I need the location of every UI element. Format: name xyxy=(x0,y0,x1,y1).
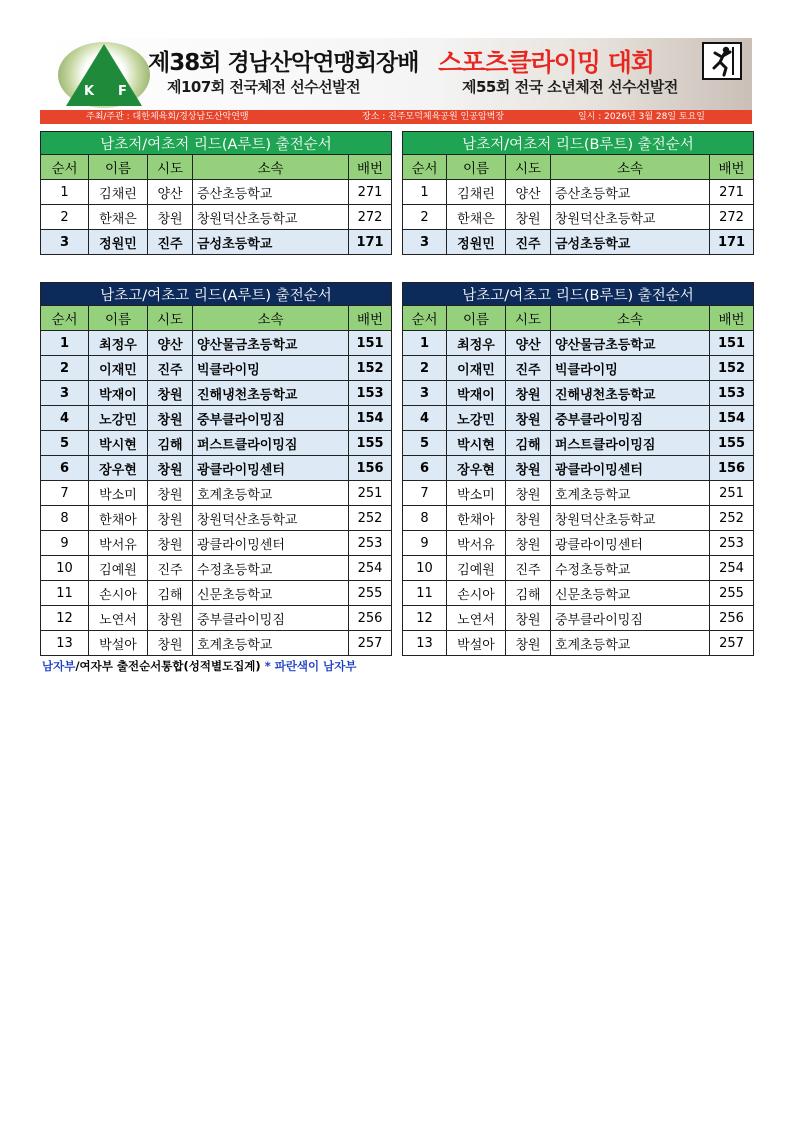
col-order: 순서 xyxy=(403,306,447,331)
cell-club: 호계초등학교 xyxy=(193,481,349,506)
cell-club: 창원덕산초등학교 xyxy=(193,506,349,531)
cell-region: 창원 xyxy=(148,381,193,406)
cell-bib: 151 xyxy=(349,331,392,356)
cell-order: 11 xyxy=(403,581,447,606)
cell-name: 김예원 xyxy=(447,556,506,581)
banner-title-event: 스포츠클라이밍 대회 xyxy=(438,48,655,77)
cell-name: 한채은 xyxy=(447,205,506,230)
cell-name: 한채아 xyxy=(89,506,148,531)
cell-region: 창원 xyxy=(506,481,551,506)
table-row xyxy=(41,230,392,255)
cell-name: 정원민 xyxy=(447,230,506,255)
col-club: 소속 xyxy=(193,155,349,180)
table-row xyxy=(403,431,754,456)
cell-club: 호계초등학교 xyxy=(551,481,710,506)
table-row xyxy=(41,531,392,556)
cell-order: 3 xyxy=(403,381,447,406)
cell-region: 창원 xyxy=(148,406,193,431)
col-name: 이름 xyxy=(89,306,148,331)
cell-name: 노연서 xyxy=(447,606,506,631)
cell-name: 박재이 xyxy=(447,381,506,406)
cell-region: 진주 xyxy=(148,356,193,381)
table-row xyxy=(403,456,754,481)
cell-region: 창원 xyxy=(506,406,551,431)
upper-b-table xyxy=(402,282,754,656)
cell-bib: 257 xyxy=(710,631,754,656)
cell-club: 창원덕산초등학교 xyxy=(551,506,710,531)
banner-subtitle-right: 제55회 전국 소년체전 선수선발전 xyxy=(462,78,678,96)
cell-order: 2 xyxy=(403,356,447,381)
cell-club: 중부클라이밍짐 xyxy=(551,606,710,631)
cell-club: 중부클라이밍짐 xyxy=(193,606,349,631)
cell-region: 김해 xyxy=(148,431,193,456)
cell-name: 박소미 xyxy=(89,481,148,506)
cell-region: 창원 xyxy=(148,481,193,506)
cell-bib: 154 xyxy=(349,406,392,431)
cell-region: 진주 xyxy=(506,556,551,581)
logo-letter-f: F xyxy=(118,84,127,99)
cell-club: 호계초등학교 xyxy=(551,631,710,656)
host-info: 주최/주관 : 대한체육회/경상남도산악연맹 xyxy=(86,112,249,122)
cell-bib: 251 xyxy=(710,481,754,506)
table-row xyxy=(403,381,754,406)
cell-bib: 255 xyxy=(710,581,754,606)
table-row xyxy=(403,531,754,556)
table-row xyxy=(41,556,392,581)
table-row xyxy=(41,606,392,631)
col-region: 시도 xyxy=(148,155,193,180)
cell-club: 퍼스트클라이밍짐 xyxy=(193,431,349,456)
cell-order: 13 xyxy=(41,631,89,656)
col-club: 소속 xyxy=(193,306,349,331)
cell-order: 2 xyxy=(41,205,89,230)
table-row xyxy=(41,381,392,406)
cell-bib: 252 xyxy=(710,506,754,531)
cell-club: 진해냉천초등학교 xyxy=(193,381,349,406)
cell-club: 광클라이밍센터 xyxy=(551,456,710,481)
cell-club: 빅클라이밍 xyxy=(551,356,710,381)
date-info: 일시 : 2026년 3월 28일 토요일 xyxy=(578,112,705,122)
banner-subtitle-left: 제107회 전국체전 선수선발전 xyxy=(167,78,361,96)
cell-bib: 271 xyxy=(710,180,754,205)
cell-name: 노강민 xyxy=(447,406,506,431)
cell-region: 양산 xyxy=(506,180,551,205)
cell-name: 최정우 xyxy=(89,331,148,356)
lower-a-table xyxy=(40,131,392,255)
cell-region: 창원 xyxy=(506,381,551,406)
table-row xyxy=(41,481,392,506)
cell-name: 박설아 xyxy=(89,631,148,656)
cell-name: 박재이 xyxy=(89,381,148,406)
col-bib: 배번 xyxy=(710,155,754,180)
banner-title-main: 제38회 경남산악연맹회장배 xyxy=(148,50,419,76)
cell-bib: 255 xyxy=(349,581,392,606)
cell-region: 창원 xyxy=(506,631,551,656)
cell-name: 이재민 xyxy=(447,356,506,381)
table-row xyxy=(403,406,754,431)
table-row xyxy=(403,205,754,230)
cell-name: 김채린 xyxy=(89,180,148,205)
cell-name: 박소미 xyxy=(447,481,506,506)
cell-club: 신문초등학교 xyxy=(193,581,349,606)
cell-bib: 256 xyxy=(349,606,392,631)
cell-order: 12 xyxy=(403,606,447,631)
cell-name: 박시현 xyxy=(447,431,506,456)
cell-club: 금성초등학교 xyxy=(193,230,349,255)
table-row xyxy=(403,356,754,381)
federation-logo xyxy=(58,42,150,108)
footnote xyxy=(42,658,356,674)
cell-order: 2 xyxy=(403,205,447,230)
cell-region: 창원 xyxy=(148,205,193,230)
cell-order: 4 xyxy=(403,406,447,431)
cell-order: 1 xyxy=(41,180,89,205)
cell-order: 2 xyxy=(41,356,89,381)
venue-info: 장소 : 진주모덕체육공원 인공암벽장 xyxy=(362,112,505,122)
cell-order: 7 xyxy=(403,481,447,506)
cell-bib: 155 xyxy=(710,431,754,456)
climber-icon xyxy=(702,42,742,80)
cell-name: 장우현 xyxy=(89,456,148,481)
cell-name: 한채은 xyxy=(89,205,148,230)
event-banner xyxy=(40,38,752,124)
cell-club: 양산물금초등학교 xyxy=(193,331,349,356)
cell-bib: 153 xyxy=(710,381,754,406)
cell-club: 금성초등학교 xyxy=(551,230,710,255)
cell-bib: 271 xyxy=(349,180,392,205)
table-row xyxy=(403,606,754,631)
col-order: 순서 xyxy=(403,155,447,180)
cell-name: 박서유 xyxy=(447,531,506,556)
cell-order: 1 xyxy=(403,331,447,356)
footnote-merged: /여자부 출전순서통합(성적별도집계) xyxy=(75,659,261,673)
cell-name: 장우현 xyxy=(447,456,506,481)
table-title: 남초저/여초저 리드(A루트) 출전순서 xyxy=(41,132,392,155)
cell-name: 손시아 xyxy=(447,581,506,606)
cell-name: 정원민 xyxy=(89,230,148,255)
cell-bib: 171 xyxy=(710,230,754,255)
cell-region: 양산 xyxy=(148,331,193,356)
cell-order: 9 xyxy=(41,531,89,556)
cell-name: 최정우 xyxy=(447,331,506,356)
cell-club: 수정초등학교 xyxy=(551,556,710,581)
cell-club: 창원덕산초등학교 xyxy=(551,205,710,230)
cell-order: 1 xyxy=(41,331,89,356)
cell-order: 11 xyxy=(41,581,89,606)
table-row xyxy=(403,556,754,581)
table-row xyxy=(41,581,392,606)
cell-club: 신문초등학교 xyxy=(551,581,710,606)
col-region: 시도 xyxy=(148,306,193,331)
col-region: 시도 xyxy=(506,306,551,331)
cell-bib: 156 xyxy=(710,456,754,481)
table-row xyxy=(41,631,392,656)
lower-b-table xyxy=(402,131,754,255)
cell-region: 진주 xyxy=(148,230,193,255)
cell-region: 창원 xyxy=(506,205,551,230)
table-title: 남초고/여초고 리드(A루트) 출전순서 xyxy=(41,283,392,306)
col-bib: 배번 xyxy=(710,306,754,331)
upper-a-table xyxy=(40,282,392,656)
cell-region: 양산 xyxy=(148,180,193,205)
footnote-legend: * 파란색이 남자부 xyxy=(260,659,357,673)
col-bib: 배번 xyxy=(349,306,392,331)
cell-order: 5 xyxy=(41,431,89,456)
cell-region: 창원 xyxy=(148,531,193,556)
cell-order: 7 xyxy=(41,481,89,506)
cell-club: 광클라이밍센터 xyxy=(193,531,349,556)
cell-bib: 253 xyxy=(349,531,392,556)
cell-bib: 254 xyxy=(349,556,392,581)
table-row xyxy=(41,205,392,230)
cell-name: 이재민 xyxy=(89,356,148,381)
cell-order: 3 xyxy=(403,230,447,255)
cell-region: 진주 xyxy=(506,230,551,255)
col-order: 순서 xyxy=(41,306,89,331)
cell-order: 10 xyxy=(403,556,447,581)
cell-name: 노연서 xyxy=(89,606,148,631)
table-row xyxy=(41,406,392,431)
col-name: 이름 xyxy=(447,306,506,331)
col-name: 이름 xyxy=(447,155,506,180)
col-bib: 배번 xyxy=(349,155,392,180)
cell-name: 김예원 xyxy=(89,556,148,581)
cell-name: 박시현 xyxy=(89,431,148,456)
footnote-boys: 남자부 xyxy=(42,659,76,673)
table-row xyxy=(403,481,754,506)
table-row xyxy=(403,230,754,255)
cell-club: 양산물금초등학교 xyxy=(551,331,710,356)
event-info-bar xyxy=(40,110,752,124)
cell-name: 김채린 xyxy=(447,180,506,205)
cell-region: 진주 xyxy=(506,356,551,381)
cell-order: 13 xyxy=(403,631,447,656)
cell-region: 창원 xyxy=(506,506,551,531)
cell-region: 창원 xyxy=(506,606,551,631)
cell-bib: 257 xyxy=(349,631,392,656)
table-row xyxy=(41,456,392,481)
col-region: 시도 xyxy=(506,155,551,180)
cell-club: 광클라이밍센터 xyxy=(193,456,349,481)
cell-bib: 252 xyxy=(349,506,392,531)
table-row xyxy=(41,356,392,381)
cell-region: 창원 xyxy=(506,531,551,556)
cell-order: 4 xyxy=(41,406,89,431)
cell-club: 빅클라이밍 xyxy=(193,356,349,381)
table-row xyxy=(41,180,392,205)
cell-region: 진주 xyxy=(148,556,193,581)
cell-bib: 154 xyxy=(710,406,754,431)
cell-order: 6 xyxy=(41,456,89,481)
cell-club: 수정초등학교 xyxy=(193,556,349,581)
cell-bib: 171 xyxy=(349,230,392,255)
table-row xyxy=(403,506,754,531)
cell-club: 호계초등학교 xyxy=(193,631,349,656)
cell-club: 퍼스트클라이밍짐 xyxy=(551,431,710,456)
cell-club: 창원덕산초등학교 xyxy=(193,205,349,230)
cell-order: 8 xyxy=(403,506,447,531)
cell-region: 김해 xyxy=(506,581,551,606)
cell-name: 한채아 xyxy=(447,506,506,531)
col-order: 순서 xyxy=(41,155,89,180)
table-title: 남초저/여초저 리드(B루트) 출전순서 xyxy=(403,132,754,155)
table-title: 남초고/여초고 리드(B루트) 출전순서 xyxy=(403,283,754,306)
table-row xyxy=(403,331,754,356)
cell-club: 광클라이밍센터 xyxy=(551,531,710,556)
table-row xyxy=(41,431,392,456)
table-row xyxy=(41,506,392,531)
cell-bib: 254 xyxy=(710,556,754,581)
logo-letter-k: K xyxy=(84,84,95,99)
cell-bib: 151 xyxy=(710,331,754,356)
cell-bib: 256 xyxy=(710,606,754,631)
cell-club: 증산초등학교 xyxy=(193,180,349,205)
cell-order: 3 xyxy=(41,230,89,255)
cell-bib: 156 xyxy=(349,456,392,481)
cell-bib: 272 xyxy=(710,205,754,230)
cell-club: 중부클라이밍짐 xyxy=(551,406,710,431)
cell-region: 창원 xyxy=(148,631,193,656)
cell-order: 10 xyxy=(41,556,89,581)
cell-order: 5 xyxy=(403,431,447,456)
cell-name: 노강민 xyxy=(89,406,148,431)
table-row xyxy=(403,581,754,606)
cell-club: 중부클라이밍짐 xyxy=(193,406,349,431)
cell-region: 창원 xyxy=(506,456,551,481)
cell-club: 진해냉천초등학교 xyxy=(551,381,710,406)
cell-bib: 272 xyxy=(349,205,392,230)
cell-region: 양산 xyxy=(506,331,551,356)
table-row xyxy=(403,180,754,205)
cell-region: 창원 xyxy=(148,506,193,531)
cell-club: 증산초등학교 xyxy=(551,180,710,205)
cell-region: 김해 xyxy=(506,431,551,456)
cell-region: 창원 xyxy=(148,456,193,481)
cell-bib: 253 xyxy=(710,531,754,556)
cell-bib: 153 xyxy=(349,381,392,406)
cell-order: 9 xyxy=(403,531,447,556)
cell-region: 창원 xyxy=(148,606,193,631)
cell-bib: 155 xyxy=(349,431,392,456)
col-club: 소속 xyxy=(551,306,710,331)
table-row xyxy=(403,631,754,656)
cell-bib: 152 xyxy=(710,356,754,381)
cell-order: 3 xyxy=(41,381,89,406)
cell-name: 박서유 xyxy=(89,531,148,556)
table-row xyxy=(41,331,392,356)
cell-order: 8 xyxy=(41,506,89,531)
cell-name: 손시아 xyxy=(89,581,148,606)
cell-region: 김해 xyxy=(148,581,193,606)
col-club: 소속 xyxy=(551,155,710,180)
cell-bib: 251 xyxy=(349,481,392,506)
cell-name: 박설아 xyxy=(447,631,506,656)
cell-bib: 152 xyxy=(349,356,392,381)
cell-order: 12 xyxy=(41,606,89,631)
mountain-icon xyxy=(66,44,142,106)
cell-order: 1 xyxy=(403,180,447,205)
cell-order: 6 xyxy=(403,456,447,481)
col-name: 이름 xyxy=(89,155,148,180)
